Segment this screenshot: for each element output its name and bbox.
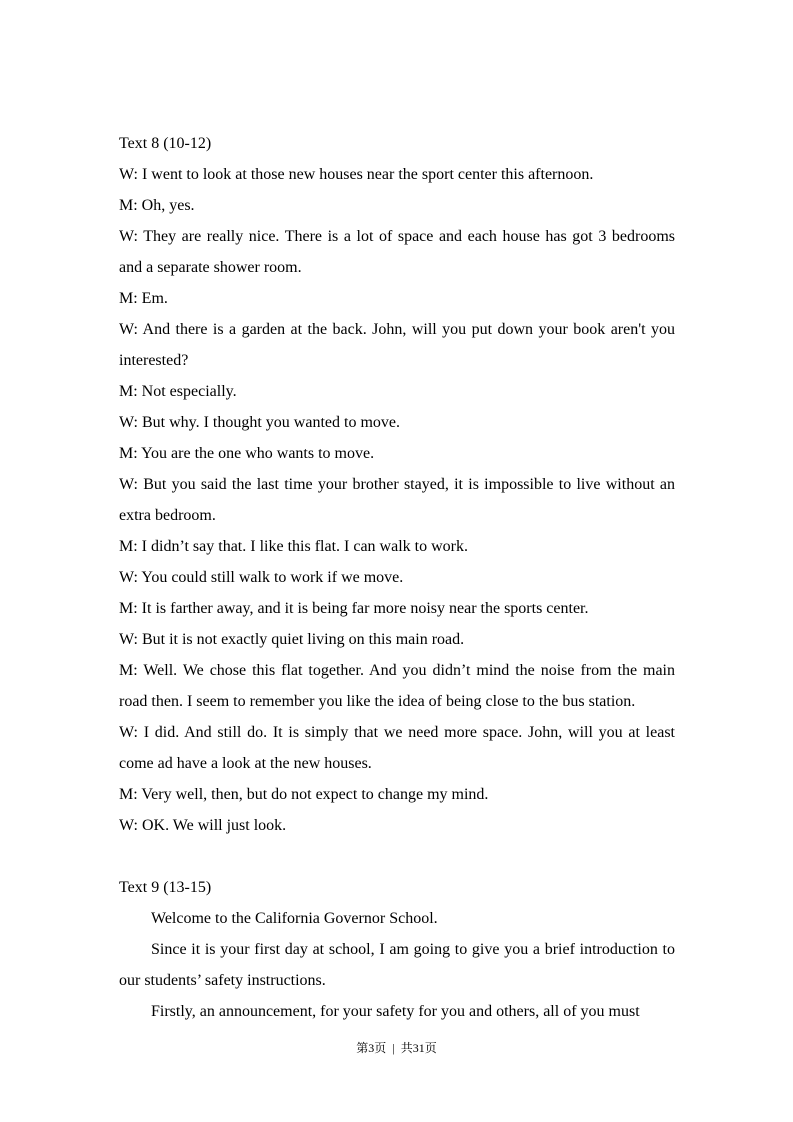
paragraph: W: You could still walk to work if we move.	[119, 569, 404, 586]
paragraph: M: You are the one who wants to move.	[119, 445, 375, 462]
paragraph: Firstly, an announcement, for your safety for you and others, all of you must	[151, 1003, 640, 1020]
paragraph: W: And there is a garden at the back. John, will you put down your book aren't you interested?	[119, 321, 675, 369]
footer-page-number: 第3页	[356, 1041, 387, 1055]
paragraph: M: Oh, yes.	[119, 197, 195, 214]
paragraph: W: OK. We will just look.	[119, 817, 287, 834]
paragraph: W: They are really nice. There is a lot of space and each house has got 3 bedrooms and a separate shower room.	[119, 228, 675, 276]
text-section	[119, 128, 675, 841]
paragraph: M: I didn’t say that. I like this flat. I can walk to work.	[119, 538, 468, 555]
section-title: Text 9 (13-15)	[119, 879, 212, 896]
page-footer	[0, 1040, 793, 1056]
footer-separator: |	[392, 1041, 395, 1055]
paragraph: W: But you said the last time your brother stayed, it is impossible to live without an extra bedroom.	[119, 476, 675, 524]
paragraph: Welcome to the California Governor School.	[151, 910, 438, 927]
paragraph: Since it is your first day at school, I am going to give you a brief introduction to our students’ safety instructions.	[119, 941, 675, 989]
paragraph: W: But why. I thought you wanted to move.	[119, 414, 400, 431]
paragraph: M: Em.	[119, 290, 168, 307]
section-title: Text 8 (10-12)	[119, 135, 212, 152]
paragraph: W: But it is not exactly quiet living on this main road.	[119, 631, 465, 648]
paragraph: M: Well. We chose this flat together. And you didn’t mind the noise from the main road then. I seem to remember you like the idea of being close to the bus station.	[119, 662, 675, 710]
paragraph: M: Not especially.	[119, 383, 237, 400]
paragraph: W: I went to look at those new houses near the sport center this afternoon.	[119, 166, 594, 183]
footer-total-pages: 共31页	[400, 1041, 437, 1055]
document-page	[119, 128, 675, 1027]
paragraph: W: I did. And still do. It is simply that we need more space. John, will you at least come ad have a look at the new houses.	[119, 724, 675, 772]
paragraph: M: It is farther away, and it is being far more noisy near the sports center.	[119, 600, 589, 617]
text-section	[119, 872, 675, 1027]
paragraph: M: Very well, then, but do not expect to change my mind.	[119, 786, 489, 803]
